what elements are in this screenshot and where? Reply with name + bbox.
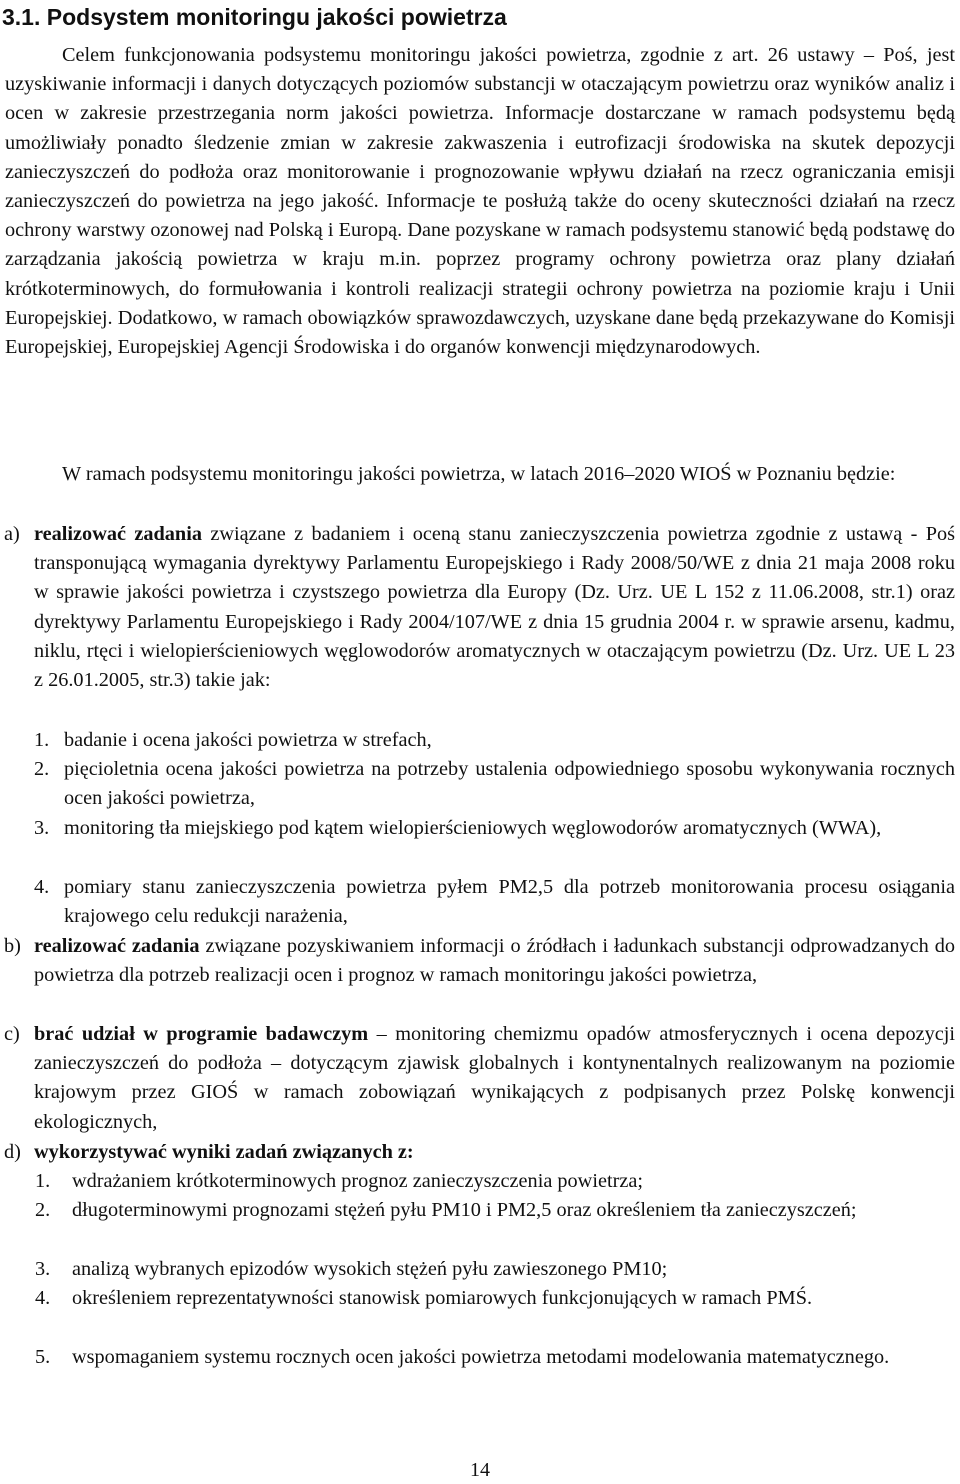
subitem-number: 2. [35,1199,51,1221]
list-item-b [4,932,956,990]
list-item-bold-lead: brać udział w programie badawczym [34,1023,369,1045]
subitem-text: analizą wybranych epizodów wysokich stężeń pyłu zawieszonego PM10; [72,1258,668,1280]
list-item-a [4,520,956,695]
subitem-number: 2. [34,758,50,780]
list-subitem [34,726,955,755]
list-item-label: d) [4,1141,21,1163]
list-subitem [34,755,955,813]
subitem-number: 3. [34,817,50,839]
list-subitem [34,873,955,931]
list-subitem [35,1196,955,1225]
section-heading: 3.1. Podsystem monitoringu jakości powietrza [2,4,507,30]
list-subitem [35,1343,955,1372]
tasks-intro-paragraph: W ramach podsystemu monitoringu jakości powietrza, w latach 2016–2020 WIOŚ w Poznaniu będzie: [62,463,896,485]
subitem-text: wspomaganiem systemu rocznych ocen jakości powietrza metodami modelowania matematycznego. [72,1346,890,1368]
subitem-number: 4. [35,1287,51,1309]
list-item-label: a) [4,523,20,545]
page-number: 14 [470,1459,490,1481]
subitem-number: 1. [35,1170,51,1192]
subitem-text: pomiary stanu zanieczyszczenia powietrza pyłem PM2,5 dla potrzeb monitorowania procesu osiągania krajowego celu redukcji narażenia, [64,876,955,928]
subitem-number: 4. [34,876,50,898]
intro-paragraph: Celem funkcjonowania podsystemu monitoringu jakości powietrza, zgodnie z art. 26 ustawy – Poś, jest uzyskiwanie informacji i danych dotyczących poziomów substancji w otaczającym powietrzu oraz wyników analiz i ocen w zakresie przestrzegania norm jakości powietrza. Informacje dostarczane w ramach podsystemu będą umożliwiały ponadto śledzenie zmian w zakresie zakwaszenia i eutrofizacji środowiska na skutek depozycji zanieczyszczeń do podłoża oraz monitorowanie i prognozowanie wpływu działań na rzecz ograniczania emisji zanieczyszczeń do powietrza na jego jakość. Informacje te posłużą także do oceny skuteczności działań na rzecz ochrony warstwy ozonowej nad Polską i Europą. Dane pozyskane w ramach podsystemu stanowić będą podstawę do zarządzania jakością powietrza w kraju m.in. poprzez programy ochrony powietrza oraz plany działań krótkoterminowych, do formułowania i kontroli realizacji strategii ochrony powietrza na poziomie kraju i Unii Europejskiej. Dodatkowo, w ramach obowiązków sprawozdawczych, uzyskane dane będą przekazywane do Komisji Europejskiej, Europejskiej Agencji Środowiska i do organów konwencji międzynarodowych. [5,44,955,359]
list-item-d [4,1138,955,1167]
list-item-c [4,1020,956,1137]
list-subitem [35,1255,955,1284]
subitem-text: badanie i ocena jakości powietrza w strefach, [64,729,432,751]
subitem-number: 1. [34,729,50,751]
list-item-text: związane z badaniem i oceną stanu zanieczyszczenia powietrza zgodnie z ustawą - Poś transponującą wymagania dyrektywy Parlamentu Europejskiego i Rady 2008/50/WE z dnia 21 maja 2008 roku w sprawie jakości powietrza i czystszego powietrza dla Europy (Dz. Urz. UE L 152 z 11.06.2008, str.1) oraz dyrektywy Parlamentu Europejskiego i Rady 2004/107/WE z dnia 15 grudnia 2004 r. w sprawie arsenu, kadmu, niklu, rtęci i wielopierścieniowych węglowodorów aromatycznych w otaczającym powietrzu (Dz. Urz. UE L 23 z 26.01.2005, str.3) takie jak: [34,523,956,692]
subitem-text: monitoring tła miejskiego pod kątem wielopierścieniowych węglowodorów aromatycznych (WWA), [64,817,882,839]
list-item-bold-lead: realizować zadania [34,935,200,957]
subitem-text: pięcioletnia ocena jakości powietrza na potrzeby ustalenia odpowiedniego sposobu wykonywania rocznych ocen jakości powietrza, [64,758,955,810]
list-subitem [35,1284,955,1313]
list-item-label: b) [4,935,21,957]
subitem-number: 5. [35,1346,51,1368]
list-item-text: związane pozyskiwaniem informacji o źródłach i ładunkach substancji odprowadzanych do powietrza dla potrzeb realizacji ocen i prognoz w ramach monitoringu jakości powietrza, [34,935,956,987]
list-item-bold-lead: realizować zadania [34,523,202,545]
list-item-label: c) [4,1023,20,1045]
list-item-text: – monitoring chemizmu opadów atmosferycznych i ocena depozycji zanieczyszczeń do podłoża – dotyczącym zjawisk globalnych i kontynentalnych realizowanym na poziomie krajowym przez GIOŚ w ramach zobowiązań wynikających z podpisanych przez Polskę konwencji ekologicznych, [34,1023,956,1133]
subitem-text: określeniem reprezentatywności stanowisk pomiarowych funkcjonujących w ramach PMŚ. [72,1287,813,1309]
list-item-bold-lead: wykorzystywać wyniki zadań związanych z: [34,1141,414,1163]
list-subitem [34,814,955,843]
subitem-text: wdrażaniem krótkoterminowych prognoz zanieczyszczenia powietrza; [72,1170,643,1192]
list-subitem [35,1167,955,1196]
subitem-number: 3. [35,1258,51,1280]
subitem-text: długoterminowymi prognozami stężeń pyłu PM10 i PM2,5 oraz określeniem tła zanieczyszczeń; [72,1199,857,1221]
